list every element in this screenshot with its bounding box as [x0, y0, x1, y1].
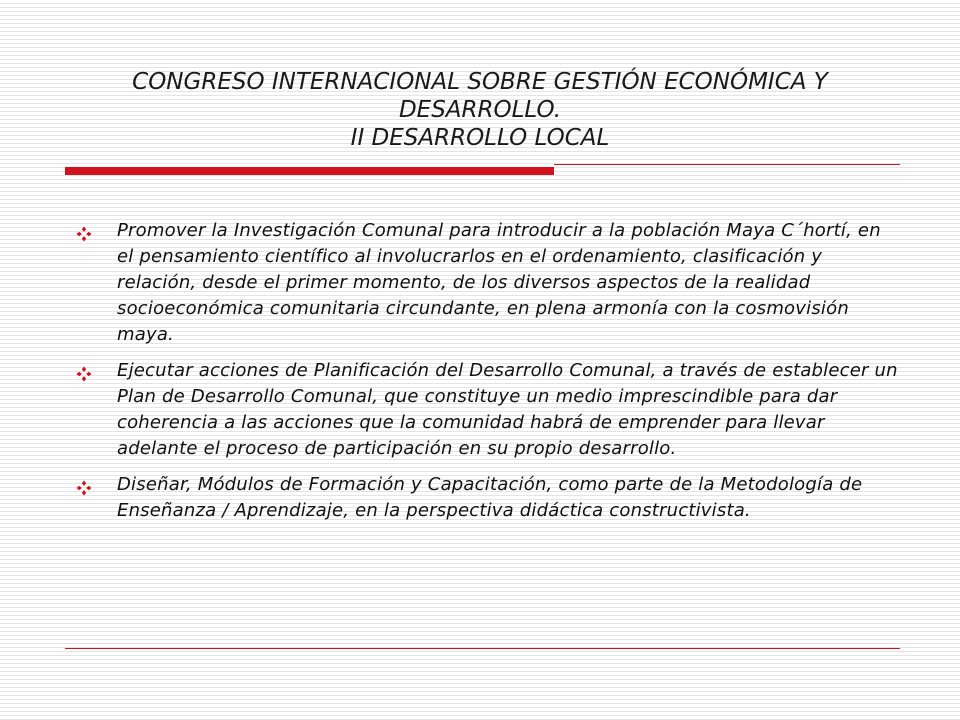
bullet-text: Promover la Investigación Comunal para introducir a la población Maya C´hortí, en el pensamiento científico al involucrarlos en el ordenamiento, clasificación y relación, desde el primer momento, de los diversos aspectos de la realidad socioeconómica comunitaria circundante, en plena armonía con la cosmovisión maya. — [117, 220, 881, 345]
footer-divider — [65, 648, 900, 649]
list-item — [70, 358, 900, 462]
diamond-bullet-icon — [76, 366, 92, 382]
title-accent-line — [554, 164, 900, 165]
diamond-bullet-icon — [76, 226, 92, 242]
title-line-3: II DESARROLLO LOCAL — [350, 125, 610, 151]
bullet-list — [70, 218, 900, 534]
list-item — [70, 218, 900, 348]
title-line-2: DESARROLLO. — [398, 97, 562, 123]
bullet-text: Diseñar, Módulos de Formación y Capacitación, como parte de la Metodología de Enseñanza / Aprendizaje, en la perspectiva didáctica constructivista. — [117, 474, 863, 521]
bullet-text: Ejecutar acciones de Planificación del Desarrollo Comunal, a través de establecer un Plan de Desarrollo Comunal, que constituye un medio imprescindible para dar coherencia a las acciones que la comunidad habrá de emprender para llevar adelante el proceso de participación en su propio desarrollo. — [117, 360, 898, 459]
list-item — [70, 472, 900, 524]
title-accent-bar — [65, 167, 554, 175]
slide-title — [80, 68, 880, 152]
title-line-1: CONGRESO INTERNACIONAL SOBRE GESTIÓN ECONÓMICA Y — [132, 69, 828, 95]
diamond-bullet-icon — [76, 480, 92, 496]
